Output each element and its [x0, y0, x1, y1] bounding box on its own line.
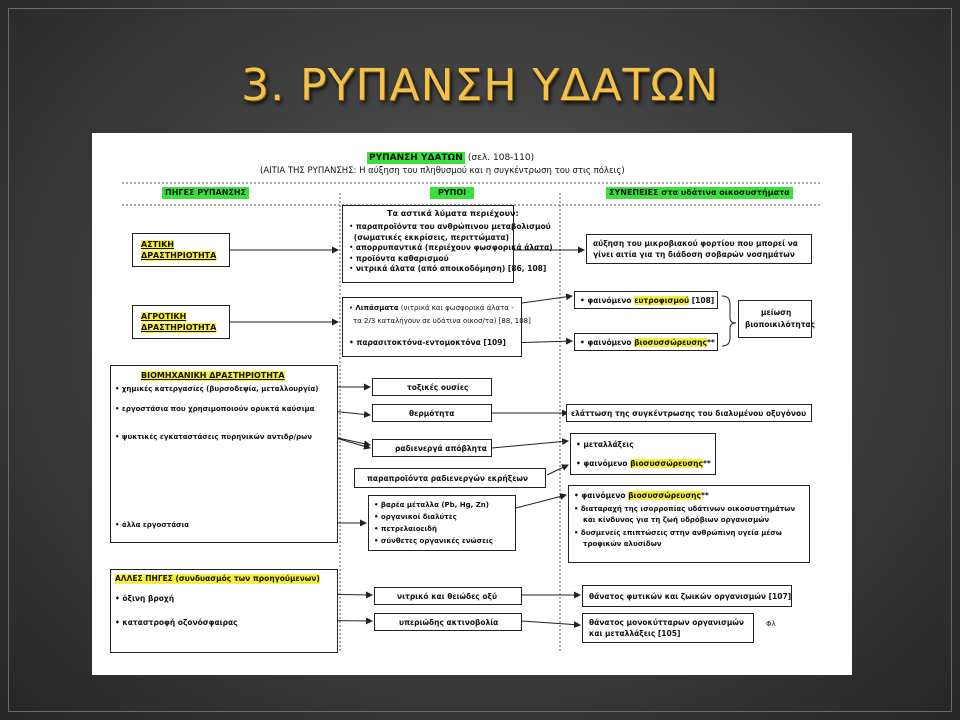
mutations-text: • μεταλλάξεις: [576, 440, 634, 449]
industrial-source-box: [110, 365, 338, 543]
death-plants-box: [582, 585, 792, 607]
other-sources-box: [110, 569, 338, 653]
industrial-title: ΒΙΟΜΗΧΑΝΙΚΗ ΔΡΑΣΤΗΡΙΟΤΗΤΑ: [141, 371, 285, 380]
other-industrial-pollutants-box: [368, 495, 516, 551]
diagram-title-ref: (σελ. 108-110): [467, 153, 535, 163]
explosions-text: παραπροϊόντα ραδιενεργών εκρήξεων: [367, 474, 529, 483]
list-item: • σύνθετες οργανικές ενώσεις: [374, 537, 493, 545]
urban-source-box: [132, 233, 230, 267]
urban-pollutants-box: [342, 205, 553, 283]
uv-text: υπεριώδης ακτινοβολία: [399, 618, 499, 627]
industrial-item: • εργοστάσια που χρησιμοποιούν ορυκτά καύσιμα: [115, 405, 315, 413]
eutrophication-box: [574, 291, 718, 309]
bio3-text: • φαινόμενο βιοσυσσώρευσης**: [574, 491, 709, 500]
list-item: • διαταραχή της ισορροπίας υδάτινων οικοσυστημάτων: [574, 505, 796, 513]
agri-source-line1: ΑΓΡΟΤΙΚΗ: [141, 312, 187, 321]
acids-box: [374, 587, 522, 605]
acids-text: νιτρικό και θειώδες οξύ: [397, 592, 498, 601]
col-header-sources: ΠΗΓΕΣ ΡΥΠΑΝΣΗΣ: [162, 187, 249, 199]
thermal-box: [372, 404, 492, 422]
urban-pollutants-list: [349, 222, 553, 275]
radioactive-box: [372, 439, 492, 457]
bioaccumulation-text: • φαινόμενο βιοσυσσώρευσης**: [580, 338, 715, 347]
diagram-title-text: ΡΥΠΑΝΣΗ ΥΔΑΤΩΝ: [369, 153, 463, 163]
signature: Φλ: [766, 620, 776, 628]
oxygen-box: [566, 404, 812, 422]
col-header-pollutants: ΡΥΠΟΙ: [430, 187, 474, 199]
explosions-box: [354, 468, 546, 488]
fertilizers-line1: • Λιπάσματα (νιτρικά και φωσφορικά άλατα -: [349, 304, 514, 312]
radioactive-text: ραδιενεργά απόβλητα: [395, 444, 487, 453]
urban-source-line1: ΑΣΤΙΚΗ: [141, 240, 174, 249]
col-header-consequences: ΣΥΝΕΠΕΙΕΣ στα υδάτινα οικοσυστήματα: [606, 187, 793, 199]
biodiversity-line1: μείωση: [761, 308, 792, 317]
thermal-text: θερμότητα: [409, 409, 455, 418]
urban-consequence-line2: γίνει αιτία για τη διάδοση σοβαρών νοσημάτων: [593, 250, 795, 259]
biodiversity-line2: βιοποικιλότητας: [745, 320, 816, 329]
eutrophication-text: • φαινόμενο ευτροφισμού [108]: [580, 296, 715, 305]
death-uni-line2: και μεταλλάξεις [105]: [589, 629, 681, 638]
urban-consequence-box: [586, 234, 812, 264]
ozone-item: • καταστροφή οζονόσφαιρας: [115, 618, 238, 627]
pesticides-line: • παρασιτοκτόνα-εντομοκτόνα [109]: [349, 338, 506, 347]
urban-consequence-line1: αύξηση του μικροβιακού φορτίου που μπορεί να: [593, 239, 798, 248]
list-item: • οργανικοί διαλύτες: [374, 513, 457, 521]
list-item: • παραπροϊόντα του ανθρώπινου μεταβολισμού: [349, 222, 551, 231]
toxic-text: τοξικές ουσίες: [407, 383, 469, 392]
other-sources-title: ΑΛΛΕΣ ΠΗΓΕΣ (συνδυασμός των προηγούμενων): [115, 574, 320, 583]
death-plants-text: θάνατος φυτικών και ζωικών οργανισμών [107]: [589, 592, 792, 601]
brace: [722, 296, 736, 346]
bioaccumulation-box: [574, 333, 718, 351]
diagram-title: [367, 153, 534, 163]
slide-title: 3. ΡΥΠΑΝΣΗ ΥΔΑΤΩΝ: [241, 60, 719, 111]
diagram-sheet: [92, 133, 852, 675]
industrial-item: • ψυκτικές εγκαταστάσεις πυρηνικών αντιδρ/ρων: [115, 433, 312, 441]
list-item: • βαρέα μέταλλα (Pb, Hg, Zn): [374, 501, 489, 509]
acid-rain-item: • όξινη βροχή: [115, 594, 175, 603]
bio2-text: • φαινόμενο βιοσυσσώρευσης**: [576, 459, 711, 468]
causes-line: (ΑΙΤΙΑ ΤΗΣ ΡΥΠΑΝΣΗΣ: Η αύξηση του πληθυσμού και η συγκέντρωση του στις πόλεις): [260, 166, 625, 176]
industrial-item: • χημικές κατεργασίες (βυρσοδεψία, μεταλλουργία): [115, 385, 319, 393]
list-item: • νιτρικά άλατα (από αποικοδόμηση) [86, 108]: [349, 264, 547, 273]
biodiversity-box: [738, 300, 816, 338]
consequences3-box: [568, 485, 810, 563]
fertilizers-line2: τα 2/3 καταλήγουν σε υδάτινα οικοσ/τα) [88, 108]: [353, 317, 531, 325]
list-item: και κίνδυνος για τη ζωή υδρόβιων οργανισμών: [583, 516, 770, 524]
list-item: (σωματικές εκκρίσεις, περιττώματα): [353, 232, 510, 242]
industrial-item: • άλλα εργοστάσια: [115, 521, 190, 529]
list-item: • πετρελαιοειδή: [374, 525, 437, 533]
urban-pollutants-title: Τα αστικά λύματα περιέχουν:: [387, 209, 519, 218]
uv-box: [374, 613, 522, 631]
list-item: • απορρυπαντικά (περιέχουν φωσφορικά άλατα): [349, 243, 553, 252]
agri-source-box: [132, 305, 230, 339]
oxygen-text: ελάττωση της συγκέντρωσης του διαλυμένου οξυγόνου: [571, 409, 807, 418]
list-item: • προϊόντα καθαρισμού: [349, 253, 449, 263]
list-item: • δυσμενείς επιπτώσεις στην ανθρώπινη υγεία μέσω: [574, 529, 782, 537]
agri-pollutants-box: [342, 297, 531, 357]
death-unicellular-box: [582, 613, 754, 643]
death-uni-line1: θάνατος μονοκύτταρων οργανισμών: [589, 618, 745, 627]
toxic-box: [372, 378, 492, 396]
agri-source-line2: ΔΡΑΣΤΗΡΙΟΤΗΤΑ: [141, 323, 217, 332]
urban-source-line2: ΔΡΑΣΤΗΡΙΟΤΗΤΑ: [141, 251, 217, 260]
mutations-box: [570, 433, 716, 475]
list-item: τροφικών αλυσίδων: [583, 540, 662, 548]
